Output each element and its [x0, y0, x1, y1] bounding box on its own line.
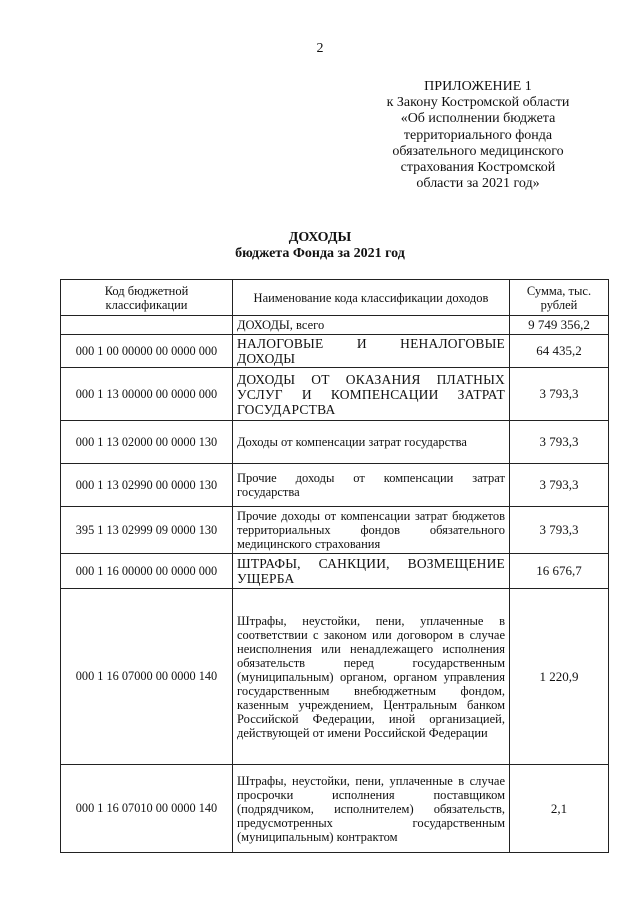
row-sum: 3 793,3 [510, 464, 609, 507]
table-header-row [61, 280, 609, 316]
table-row [61, 421, 609, 464]
table-row [61, 507, 609, 554]
appendix-line: территориального фонда [403, 127, 553, 143]
row-sum: 3 793,3 [510, 368, 609, 421]
appendix-line: страхования Костромской [400, 160, 556, 176]
header-sum: Сумма, тыс. рублей [510, 280, 609, 316]
title-line-sub: бюджета Фонда за 2021 год [235, 246, 405, 261]
header-code: Код бюджетной классификации [61, 280, 233, 316]
row-code: 000 1 13 02990 00 0000 130 [61, 464, 233, 507]
table-row [61, 368, 609, 421]
row-code: 000 1 00 00000 00 0000 000 [61, 335, 233, 368]
row-name: Штрафы, неустойки, пени, уплаченные в случае просрочки исполнения поставщиком (подрядчиком, исполнителем) обязательств, предусмотренных государственным (муниципальным) контрактом [233, 765, 510, 853]
table-row [61, 765, 609, 853]
table-row [61, 335, 609, 368]
row-code: 000 1 16 07010 00 0000 140 [61, 765, 233, 853]
row-sum: 1 220,9 [510, 589, 609, 765]
appendix-line: области за 2021 год» [416, 176, 540, 192]
row-sum: 64 435,2 [510, 335, 609, 368]
appendix-heading [362, 79, 594, 192]
table-row [61, 316, 609, 335]
row-sum: 2,1 [510, 765, 609, 853]
row-code [61, 316, 233, 335]
row-code: 000 1 13 00000 00 0000 000 [61, 368, 233, 421]
row-code: 000 1 16 07000 00 0000 140 [61, 589, 233, 765]
row-name: Прочие доходы от компенсации затрат государства [233, 464, 510, 507]
table-row [61, 464, 609, 507]
row-name: ШТРАФЫ, САНКЦИИ, ВОЗМЕЩЕНИЕ УЩЕРБА [233, 554, 510, 589]
title-line-main: ДОХОДЫ [288, 230, 352, 245]
document-title [0, 230, 640, 262]
row-name: ДОХОДЫ, всего [233, 316, 510, 335]
row-name: Штрафы, неустойки, пени, уплаченные в соответствии с законом или договором в случае неисполнения или ненадлежащего исполнения обязательств перед государственным (муниципальным) органом, органом управления государственным внебюджетным фондом, казенным учреждением, Центральным банком Российской Федерации, иной организацией, действующей от имени Российской Федерации [233, 589, 510, 765]
page-number: 2 [316, 41, 324, 56]
table-row [61, 554, 609, 589]
revenue-table [60, 279, 609, 853]
row-sum: 16 676,7 [510, 554, 609, 589]
row-code: 395 1 13 02999 09 0000 130 [61, 507, 233, 554]
row-sum: 9 749 356,2 [510, 316, 609, 335]
row-name: Доходы от компенсации затрат государства [233, 421, 510, 464]
header-name: Наименование кода классификации доходов [233, 280, 510, 316]
appendix-line: «Об исполнении бюджета [400, 111, 556, 127]
row-sum: 3 793,3 [510, 421, 609, 464]
appendix-line: ПРИЛОЖЕНИЕ 1 [424, 79, 532, 94]
row-name: НАЛОГОВЫЕ И НЕНАЛОГОВЫЕ ДОХОДЫ [233, 335, 510, 368]
table-row [61, 589, 609, 765]
row-name: Прочие доходы от компенсации затрат бюджетов территориальных фондов обязательного медицинского страхования [233, 507, 510, 554]
row-sum: 3 793,3 [510, 507, 609, 554]
row-code: 000 1 13 02000 00 0000 130 [61, 421, 233, 464]
appendix-line: к Закону Костромской области [386, 95, 570, 111]
row-name: ДОХОДЫ ОТ ОКАЗАНИЯ ПЛАТНЫХ УСЛУГ И КОМПЕНСАЦИИ ЗАТРАТ ГОСУДАРСТВА [233, 368, 510, 421]
appendix-line: обязательного медицинского [392, 143, 564, 159]
row-code: 000 1 16 00000 00 0000 000 [61, 554, 233, 589]
